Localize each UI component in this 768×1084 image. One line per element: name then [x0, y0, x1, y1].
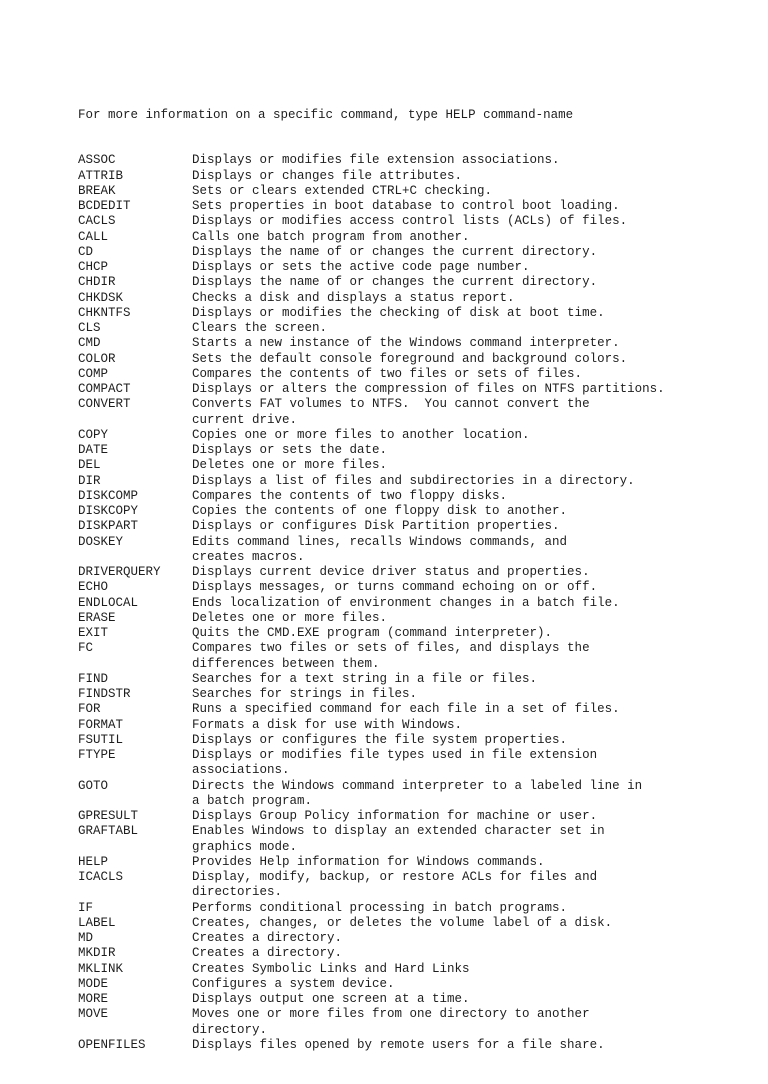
command-name: ENDLOCAL — [78, 595, 139, 610]
command-description-line: Displays or sets the active code page number. — [192, 260, 530, 274]
command-description-line: directories. — [192, 885, 283, 900]
command-name: MKLINK — [78, 961, 124, 976]
command-description-line: Formats a disk for use with Windows. — [192, 717, 463, 732]
command-entry — [78, 946, 748, 961]
command-description — [192, 336, 748, 351]
command-description — [192, 779, 748, 810]
command-name: HELP — [78, 854, 109, 869]
command-entry — [78, 230, 748, 245]
command-description — [192, 169, 748, 184]
command-description-line: Displays or modifies access control lists (ACLs) of files. — [192, 214, 628, 229]
command-description-line: Displays or changes file attributes. — [192, 168, 463, 183]
command-name: ICACLS — [78, 870, 124, 884]
command-name: DISKCOPY — [78, 504, 139, 518]
command-description — [192, 565, 748, 580]
command-entry — [78, 672, 748, 687]
command-entry — [78, 992, 748, 1007]
command-name: COPY — [78, 427, 109, 442]
command-description-line: Edits command lines, recalls Windows commands, and — [192, 534, 568, 549]
command-entry — [78, 184, 748, 199]
command-name: CMD — [78, 336, 101, 351]
command-description-line: Compares two files or sets of files, and displays the — [192, 641, 590, 656]
command-entry — [78, 458, 748, 473]
command-entry — [78, 916, 748, 931]
command-description-line: Displays output one screen at a time. — [192, 992, 470, 1006]
command-description-line: Quits the CMD.EXE program (command interpreter). — [192, 626, 553, 640]
command-description — [192, 184, 748, 199]
command-description-line: Creates a directory. — [192, 931, 343, 945]
help-command-listing — [78, 77, 748, 1084]
command-name: LABEL — [78, 915, 116, 930]
command-name: ATTRIB — [78, 168, 124, 183]
command-description-line: Compares the contents of two files or sets of files. — [192, 366, 583, 381]
command-entry — [78, 397, 748, 428]
command-description-line: Deletes one or more files. — [192, 610, 388, 625]
command-description-line: Displays Group Policy information for machine or user. — [192, 809, 598, 823]
command-name: MD — [78, 931, 94, 945]
command-entry — [78, 321, 748, 336]
command-name: FC — [78, 641, 94, 656]
command-entry — [78, 199, 748, 214]
command-description — [192, 230, 748, 245]
command-description — [192, 214, 748, 229]
command-name: CHDIR — [78, 275, 116, 290]
command-description — [192, 382, 748, 397]
command-name: COMPACT — [78, 382, 131, 396]
command-description — [192, 428, 748, 443]
command-name: ECHO — [78, 580, 109, 595]
command-description — [192, 275, 748, 290]
command-description-line: Displays files opened by remote users for a file share. — [192, 1037, 605, 1052]
command-name: DRIVERQUERY — [78, 565, 161, 579]
command-description — [192, 962, 748, 977]
command-name: GPRESULT — [78, 809, 139, 823]
command-description — [192, 519, 748, 534]
command-description-line: Searches for a text string in a file or files. — [192, 671, 538, 686]
command-description-line: Checks a disk and displays a status report. — [192, 290, 515, 305]
command-name: ERASE — [78, 610, 116, 625]
command-description-line: Creates, changes, or deletes the volume label of a disk. — [192, 915, 613, 930]
command-description-line: Starts a new instance of the Windows command interpreter. — [192, 336, 620, 351]
command-description-line: current drive. — [192, 412, 298, 427]
command-description — [192, 260, 748, 275]
command-description — [192, 153, 748, 168]
command-description-line: Displays the name of or changes the current directory. — [192, 275, 598, 290]
command-description-line: Displays or configures the file system properties. — [192, 732, 568, 747]
command-name: DISKCOMP — [78, 488, 139, 503]
command-name: OPENFILES — [78, 1037, 146, 1052]
command-description-line: Display, modify, backup, or restore ACLs for files and — [192, 870, 598, 884]
command-description — [192, 641, 748, 672]
command-description — [192, 474, 748, 489]
command-name: CHCP — [78, 260, 109, 274]
command-entry — [78, 519, 748, 534]
command-description-line: Creates a directory. — [192, 946, 343, 961]
command-name: COLOR — [78, 351, 116, 366]
command-name: CLS — [78, 321, 101, 335]
command-description-line: Runs a specified command for each file in a set of files. — [192, 702, 620, 717]
command-name: BREAK — [78, 183, 116, 198]
command-description-line: Calls one batch program from another. — [192, 229, 470, 244]
command-name: FINDSTR — [78, 687, 131, 701]
command-entry — [78, 611, 748, 626]
command-entry — [78, 260, 748, 275]
command-entry — [78, 901, 748, 916]
command-description-line: Displays or alters the compression of files on NTFS partitions. — [192, 382, 665, 396]
command-description — [192, 870, 748, 901]
command-description — [192, 977, 748, 992]
command-name: FORMAT — [78, 717, 124, 732]
command-name: MORE — [78, 992, 109, 1006]
command-description-line: a batch program. — [192, 793, 313, 808]
command-description-line: Sets the default console foreground and background colors. — [192, 351, 628, 366]
command-description-line: graphics mode. — [192, 839, 298, 854]
command-description — [192, 931, 748, 946]
command-description — [192, 489, 748, 504]
command-entry — [78, 809, 748, 824]
command-name: DOSKEY — [78, 534, 124, 549]
command-entry — [78, 504, 748, 519]
command-entry — [78, 443, 748, 458]
command-name: CHKNTFS — [78, 305, 131, 320]
command-entry — [78, 535, 748, 566]
command-name: MOVE — [78, 1007, 109, 1022]
command-description-line: Displays or configures Disk Partition properties. — [192, 519, 560, 534]
command-name: FIND — [78, 671, 109, 686]
command-description — [192, 824, 748, 855]
command-entry — [78, 641, 748, 672]
command-name: CACLS — [78, 214, 116, 229]
command-name: BCDEDIT — [78, 199, 131, 213]
command-name: FTYPE — [78, 748, 116, 762]
command-description-line: Displays a list of files and subdirectories in a directory. — [192, 473, 635, 488]
command-entry — [78, 382, 748, 397]
command-description-line: Deletes one or more files. — [192, 458, 388, 473]
command-description — [192, 672, 748, 687]
command-entry — [78, 336, 748, 351]
command-entry — [78, 718, 748, 733]
command-description-line: Creates Symbolic Links and Hard Links — [192, 961, 470, 976]
command-entry — [78, 1038, 748, 1053]
command-name: GOTO — [78, 778, 109, 793]
command-description-line: Displays or modifies file types used in file extension — [192, 748, 598, 762]
command-name: IF — [78, 900, 94, 915]
command-description — [192, 946, 748, 961]
command-description-line: Copies one or more files to another location. — [192, 427, 530, 442]
command-description — [192, 397, 748, 428]
command-entry — [78, 748, 748, 779]
command-description — [192, 733, 748, 748]
command-entry — [78, 291, 748, 306]
command-description-line: differences between them. — [192, 656, 380, 671]
command-entry — [78, 306, 748, 321]
command-description-line: Ends localization of environment changes in a batch file. — [192, 595, 620, 610]
command-entry — [78, 870, 748, 901]
command-entry — [78, 580, 748, 595]
command-entry — [78, 733, 748, 748]
command-description-line: associations. — [192, 763, 290, 778]
command-description — [192, 1007, 748, 1038]
command-description-line: Displays the name of or changes the current directory. — [192, 244, 598, 259]
command-description-line: Clears the screen. — [192, 321, 328, 335]
command-description-line: Moves one or more files from one directory to another — [192, 1007, 590, 1022]
command-description-line: creates macros. — [192, 549, 305, 564]
command-description-line: Provides Help information for Windows commands. — [192, 854, 545, 869]
command-description — [192, 535, 748, 566]
command-description — [192, 199, 748, 214]
command-entry — [78, 779, 748, 810]
command-description — [192, 443, 748, 458]
command-description-line: Sets or clears extended CTRL+C checking. — [192, 183, 493, 198]
command-entry — [78, 1007, 748, 1038]
command-name: DEL — [78, 458, 101, 473]
command-description — [192, 611, 748, 626]
command-entry — [78, 962, 748, 977]
command-description — [192, 718, 748, 733]
command-description-line: Converts FAT volumes to NTFS. You cannot convert the — [192, 397, 590, 412]
command-description — [192, 580, 748, 595]
command-description — [192, 1038, 748, 1053]
command-name: CONVERT — [78, 397, 131, 412]
command-description — [192, 321, 748, 336]
help-header-line: For more information on a specific command, type HELP command-name — [78, 107, 574, 122]
command-name: FOR — [78, 702, 101, 717]
command-entry — [78, 855, 748, 870]
command-name: DATE — [78, 443, 109, 457]
command-name: GRAFTABL — [78, 824, 139, 839]
command-description — [192, 992, 748, 1007]
command-description-line: Displays or modifies file extension associations. — [192, 153, 560, 168]
command-description — [192, 306, 748, 321]
command-description — [192, 245, 748, 260]
command-description — [192, 916, 748, 931]
command-entry — [78, 626, 748, 641]
command-description-line: Displays current device driver status and properties. — [192, 565, 590, 579]
command-entry — [78, 824, 748, 855]
command-description — [192, 687, 748, 702]
command-description — [192, 901, 748, 916]
command-description-line: Performs conditional processing in batch programs. — [192, 900, 568, 915]
command-name: COMP — [78, 366, 109, 381]
command-entry — [78, 214, 748, 229]
command-entry — [78, 702, 748, 717]
command-entry — [78, 245, 748, 260]
command-name: MKDIR — [78, 946, 116, 961]
command-entry — [78, 153, 748, 168]
command-description — [192, 626, 748, 641]
command-entry — [78, 474, 748, 489]
command-description-line: Enables Windows to display an extended character set in — [192, 824, 605, 839]
command-description — [192, 748, 748, 779]
command-entry — [78, 489, 748, 504]
command-description — [192, 367, 748, 382]
command-description-line: Configures a system device. — [192, 976, 395, 991]
command-name: MODE — [78, 976, 109, 991]
command-description-line: Displays or sets the date. — [192, 443, 388, 457]
command-name: EXIT — [78, 626, 109, 640]
command-name: FSUTIL — [78, 732, 124, 747]
command-list — [78, 153, 748, 1053]
command-description-line: Sets properties in boot database to control boot loading. — [192, 199, 620, 213]
command-description — [192, 596, 748, 611]
command-description-line: Searches for strings in files. — [192, 687, 418, 701]
command-entry — [78, 931, 748, 946]
command-entry — [78, 565, 748, 580]
command-description — [192, 855, 748, 870]
command-description-line: directory. — [192, 1022, 268, 1037]
command-description-line: Displays messages, or turns command echoing on or off. — [192, 580, 598, 595]
command-description — [192, 352, 748, 367]
command-entry — [78, 428, 748, 443]
command-entry — [78, 977, 748, 992]
command-name: DIR — [78, 473, 101, 488]
command-entry — [78, 169, 748, 184]
command-description — [192, 504, 748, 519]
command-name: ASSOC — [78, 153, 116, 168]
command-description — [192, 458, 748, 473]
command-description-line: Compares the contents of two floppy disks. — [192, 488, 508, 503]
command-description — [192, 702, 748, 717]
command-description — [192, 291, 748, 306]
command-description — [192, 809, 748, 824]
command-entry — [78, 367, 748, 382]
command-name: CALL — [78, 229, 109, 244]
command-entry — [78, 275, 748, 290]
command-description-line: Directs the Windows command interpreter to a labeled line in — [192, 778, 643, 793]
command-description-line: Displays or modifies the checking of disk at boot time. — [192, 305, 605, 320]
command-entry — [78, 352, 748, 367]
command-entry — [78, 596, 748, 611]
command-name: CHKDSK — [78, 290, 124, 305]
command-entry — [78, 687, 748, 702]
command-name: DISKPART — [78, 519, 139, 534]
command-name: CD — [78, 244, 94, 259]
command-description-line: Copies the contents of one floppy disk to another. — [192, 504, 568, 518]
